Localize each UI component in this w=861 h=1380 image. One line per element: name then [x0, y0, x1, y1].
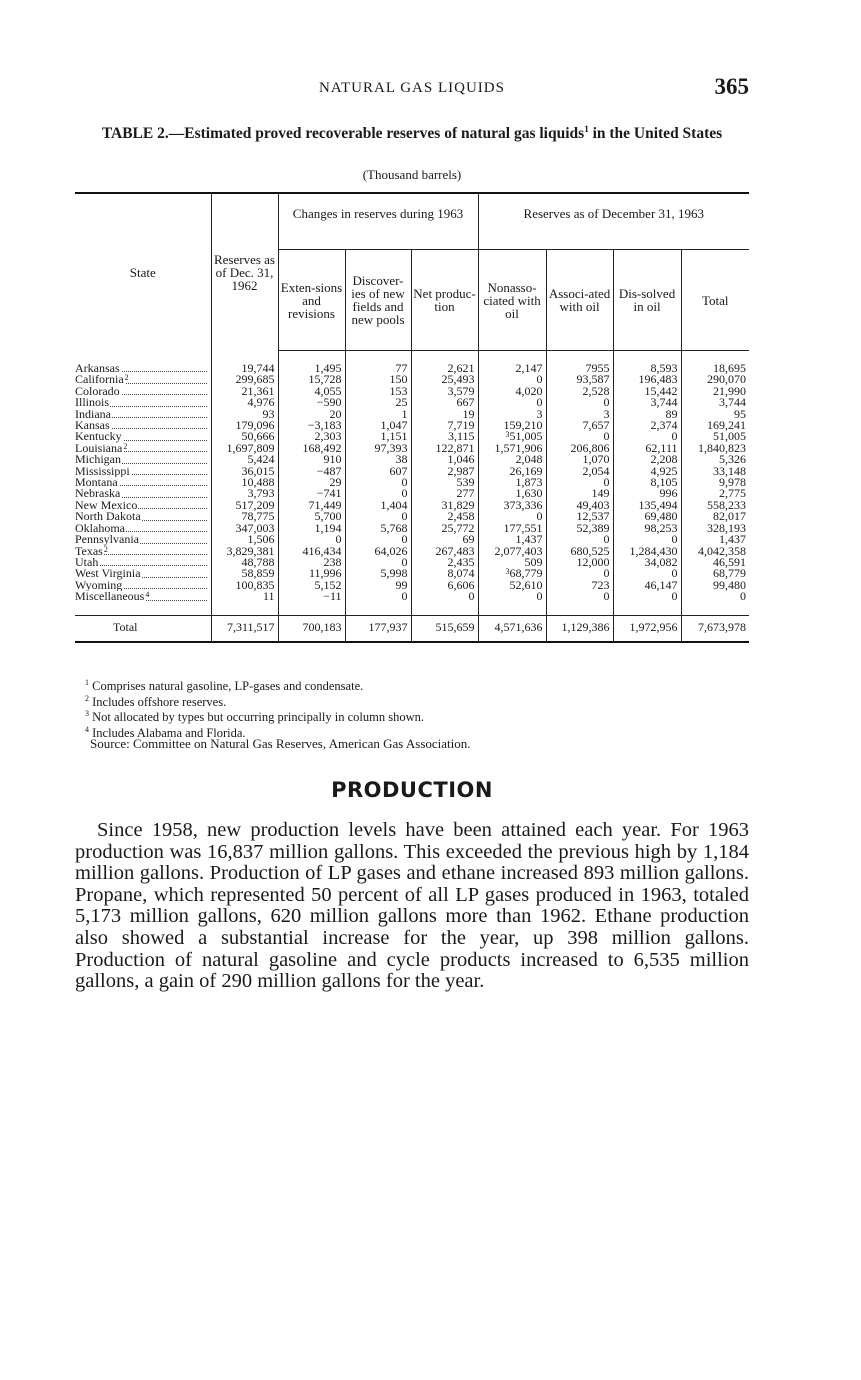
table-row [75, 420, 749, 431]
cell-net-production: 2,987 [411, 466, 478, 477]
page-number: 365 [714, 74, 749, 99]
state-footnote-mark: 2 [124, 374, 129, 383]
total-dissolved: 1,972,956 [613, 615, 681, 642]
spacer-row [75, 351, 749, 364]
cell-dissolved: 62,111 [613, 443, 681, 454]
cell-associated: 12,537 [546, 511, 613, 522]
footnotes [75, 677, 749, 740]
footnote-2 [75, 693, 749, 709]
cell-nonassociated: 509 [478, 557, 546, 568]
running-head [75, 74, 749, 104]
cell-extensions: −590 [278, 397, 345, 408]
cell-total: 99,480 [681, 580, 749, 591]
cell-associated: 0 [546, 431, 613, 442]
cell-nonassociated: 2,147 [478, 363, 546, 374]
cell-nonassociated: 0 [478, 397, 546, 408]
cell-value: 68,779 [509, 566, 543, 581]
state-name [75, 511, 211, 522]
state-label: Texas [75, 545, 103, 557]
header-net-production: Net produc-tion [411, 250, 478, 351]
cell-reserves-1962: 1,697,809 [211, 443, 278, 454]
state-name [75, 420, 211, 431]
cell-extensions: 4,055 [278, 386, 345, 397]
table-row [75, 591, 749, 602]
footnote-mark: 2 [85, 693, 89, 703]
header-state: State [75, 193, 211, 351]
cell-extensions: 71,449 [278, 500, 345, 511]
state-label: Michigan [75, 454, 121, 466]
cell-associated: 2,528 [546, 386, 613, 397]
source-note: Source: Committee on Natural Gas Reserves, American Gas Association. [90, 736, 471, 751]
table-row [75, 454, 749, 465]
cell-discoveries: 607 [345, 466, 411, 477]
cell-reserves-1962: 50,666 [211, 431, 278, 442]
state-footnote-mark: 4 [145, 591, 150, 600]
cell-total: 328,193 [681, 523, 749, 534]
cell-total: 5,326 [681, 454, 749, 465]
cell-discoveries: 38 [345, 454, 411, 465]
cell-extensions: 20 [278, 409, 345, 420]
cell-extensions: 2,303 [278, 431, 345, 442]
cell-total: 2,775 [681, 488, 749, 499]
cell-discoveries: 0 [345, 534, 411, 545]
footnote-mark: 1 [85, 678, 89, 687]
cell-dissolved: 98,253 [613, 523, 681, 534]
cell-nonassociated: 1,873 [478, 477, 546, 488]
cell-associated: 49,403 [546, 500, 613, 511]
cell-dissolved: 0 [613, 534, 681, 545]
cell-net-production: 2,621 [411, 363, 478, 374]
cell-dissolved: 4,925 [613, 466, 681, 477]
cell-discoveries: 77 [345, 363, 411, 374]
cell-reserves-1962: 36,015 [211, 466, 278, 477]
state-name [75, 466, 211, 477]
cell-discoveries: 1,047 [345, 420, 411, 431]
cell-total: 4,042,358 [681, 546, 749, 557]
cell-total: 46,591 [681, 557, 749, 568]
state-name [75, 534, 211, 545]
cell-reserves-1962: 11 [211, 591, 278, 602]
state-label: Nebraska [75, 488, 121, 500]
header-group-reserves-1963: Reserves as of December 31, 1963 [478, 193, 749, 250]
cell-discoveries: 0 [345, 557, 411, 568]
cell-total: 3,744 [681, 397, 749, 408]
cell-total: 0 [681, 591, 749, 602]
cell-net-production: 3,115 [411, 431, 478, 442]
total-nonassociated: 4,571,636 [478, 615, 546, 642]
cell-footnote-mark: 3 [505, 567, 510, 577]
state-label: Oklahoma [75, 522, 125, 535]
total-total: 7,673,978 [681, 615, 749, 642]
footnote-text: Not allocated by types but occurring principally in column shown. [89, 710, 424, 725]
header-discoveries: Discover-ies of new fields and new pools [345, 250, 411, 351]
cell-nonassociated: 26,169 [478, 466, 546, 477]
state-name [75, 409, 211, 420]
table-title-text: TABLE 2.—Estimated proved recoverable reserves of natural gas liquids [101, 125, 585, 143]
reserves-table [75, 192, 749, 643]
cell-net-production: 539 [411, 477, 478, 488]
state-name [75, 477, 211, 488]
cell-dissolved: 89 [613, 409, 681, 420]
cell-associated: 7955 [546, 363, 613, 374]
cell-associated: 1,070 [546, 454, 613, 465]
cell-nonassociated: 1,571,906 [478, 443, 546, 454]
body-paragraph: Since 1958, new production levels have been attained each year. For 1963 production was 16,837 million gallons. This exceeded the previous high by 1,184 million gallons. Production of LP gases and ethane increased 893 million gallons. Propane, which represented 50 percent of all LP gases produced in 1963, totaled 5,173 million gallons, 620 million gallons more than 1962. Ethane production also showed a substantial increase for the year, up 398 million gallons. Production of natural gasoline and cycle products increased to 6,535 million gallons, a gain of 290 million gallons for the year. [75, 819, 749, 993]
cell-reserves-1962: 1,506 [211, 534, 278, 545]
footnote-3 [75, 708, 749, 724]
state-name [75, 523, 211, 534]
cell-reserves-1962: 347,003 [211, 523, 278, 534]
cell-discoveries: 1,151 [345, 431, 411, 442]
cell-dissolved: 996 [613, 488, 681, 499]
state-label: Utah [75, 556, 99, 569]
cell-extensions: 29 [278, 477, 345, 488]
cell-nonassociated: 2,048 [478, 454, 546, 465]
header-nonassociated: Nonasso-ciated with oil [478, 250, 546, 351]
cell-net-production: 667 [411, 397, 478, 408]
header-associated: Associ-ated with oil [546, 250, 613, 351]
cell-dissolved: 8,105 [613, 477, 681, 488]
footnote-text: Comprises natural gasoline, LP-gases and condensate. [89, 679, 364, 694]
footnote-mark: 4 [85, 724, 89, 734]
cell-nonassociated: 2,077,403 [478, 546, 546, 557]
cell-nonassociated: 159,210 [478, 420, 546, 431]
table-row [75, 557, 749, 568]
cell-associated: 206,806 [546, 443, 613, 454]
cell-footnote-mark: 3 [505, 430, 510, 440]
cell-extensions: 5,700 [278, 511, 345, 522]
cell-discoveries: 1,404 [345, 500, 411, 511]
cell-net-production: 6,606 [411, 580, 478, 591]
total-net-production: 515,659 [411, 615, 478, 642]
cell-associated: 52,389 [546, 523, 613, 534]
cell-total: 169,241 [681, 420, 749, 431]
state-name [75, 431, 211, 442]
header-total: Total [681, 250, 749, 351]
total-row [75, 615, 749, 642]
state-footnote-mark: 2 [103, 545, 108, 554]
state-label: California [75, 374, 124, 386]
header-dissolved: Dis-solved in oil [613, 250, 681, 351]
cell-dissolved: 196,483 [613, 374, 681, 385]
state-label: Mississippi [75, 465, 130, 478]
state-name [75, 443, 211, 454]
header-group-changes: Changes in reserves during 1963 [278, 193, 478, 250]
cell-total: 21,990 [681, 386, 749, 397]
cell-dissolved: 15,442 [613, 386, 681, 397]
cell-associated: 723 [546, 580, 613, 591]
state-footnote-mark: 2 [123, 442, 128, 451]
cell-discoveries: 5,998 [345, 568, 411, 579]
state-name [75, 557, 211, 568]
cell-dissolved: 46,147 [613, 580, 681, 591]
cell-total: 18,695 [681, 363, 749, 374]
state-label: Pennsylvania [75, 534, 139, 546]
table-title-footnote-mark: 1 [584, 124, 589, 134]
cell-nonassociated: 0 [478, 591, 546, 602]
state-label: New Mexico [75, 499, 138, 512]
state-name [75, 386, 211, 397]
cell-dissolved: 2,374 [613, 420, 681, 431]
cell-associated: 0 [546, 568, 613, 579]
state-name [75, 568, 211, 579]
cell-associated: 12,000 [546, 557, 613, 568]
cell-reserves-1962: 3,793 [211, 488, 278, 499]
cell-total: 82,017 [681, 511, 749, 522]
total-associated: 1,129,386 [546, 615, 613, 642]
table-row [75, 477, 749, 488]
cell-dissolved: 8,593 [613, 363, 681, 374]
table-row [75, 443, 749, 454]
cell-reserves-1962: 48,788 [211, 557, 278, 568]
cell-nonassociated: 1,437 [478, 534, 546, 545]
cell-reserves-1962: 19,744 [211, 363, 278, 374]
cell-net-production: 31,829 [411, 500, 478, 511]
total-reserves-1962: 7,311,517 [211, 615, 278, 642]
cell-reserves-1962: 5,424 [211, 454, 278, 465]
cell-total: 33,148 [681, 466, 749, 477]
cell-discoveries: 5,768 [345, 523, 411, 534]
state-name [75, 454, 211, 465]
cell-net-production: 25,772 [411, 523, 478, 534]
cell-discoveries: 153 [345, 386, 411, 397]
cell-dissolved: 0 [613, 591, 681, 602]
cell-extensions: −741 [278, 488, 345, 499]
cell-extensions: 168,492 [278, 443, 345, 454]
cell-nonassociated: 3 [478, 409, 546, 420]
table-title [75, 120, 749, 143]
state-label: Montana [75, 477, 118, 489]
total-extensions: 700,183 [278, 615, 345, 642]
cell-extensions: 11,996 [278, 568, 345, 579]
state-label: Miscellaneous [75, 591, 145, 603]
footnote-1 [75, 677, 749, 693]
cell-discoveries: 0 [345, 591, 411, 602]
cell-total: 1,437 [681, 534, 749, 545]
cell-associated: 7,657 [546, 420, 613, 431]
cell-net-production: 277 [411, 488, 478, 499]
cell-reserves-1962: 93 [211, 409, 278, 420]
cell-dissolved: 135,494 [613, 500, 681, 511]
state-label: Wyoming [75, 579, 123, 592]
cell-associated: 0 [546, 534, 613, 545]
state-name [75, 488, 211, 499]
cell-nonassociated: 4,020 [478, 386, 546, 397]
cell-net-production: 25,493 [411, 374, 478, 385]
total-discoveries: 177,937 [345, 615, 411, 642]
state-name [75, 500, 211, 511]
cell-nonassociated: 52,610 [478, 580, 546, 591]
cell-extensions: 910 [278, 454, 345, 465]
state-label: Kentucky [75, 431, 122, 443]
cell-associated: 680,525 [546, 546, 613, 557]
cell-associated: 2,054 [546, 466, 613, 477]
cell-net-production: 2,435 [411, 557, 478, 568]
state-label: North Dakota [75, 511, 141, 523]
cell-associated: 149 [546, 488, 613, 499]
cell-discoveries: 150 [345, 374, 411, 385]
spacer-row [75, 603, 749, 616]
total-label: Total [75, 615, 211, 642]
state-name [75, 546, 211, 557]
cell-total: 51,005 [681, 431, 749, 442]
state-label: Arkansas [75, 363, 120, 375]
cell-discoveries: 99 [345, 580, 411, 591]
table-row [75, 386, 749, 397]
cell-value: 51,005 [509, 429, 543, 444]
cell-reserves-1962: 179,096 [211, 420, 278, 431]
table-row [75, 466, 749, 477]
cell-nonassociated: 0 [478, 511, 546, 522]
cell-associated: 93,587 [546, 374, 613, 385]
header-extensions: Exten-sions and revisions [278, 250, 345, 351]
state-label: Louisiana [75, 442, 123, 455]
running-title: NATURAL GAS LIQUIDS [319, 80, 505, 96]
cell-net-production: 19 [411, 409, 478, 420]
table-row [75, 523, 749, 534]
table-units: (Thousand barrels) [362, 167, 462, 182]
cell-discoveries: 64,026 [345, 546, 411, 557]
cell-dissolved: 34,082 [613, 557, 681, 568]
table-body [75, 351, 749, 616]
table-title-end: in the United States [588, 125, 723, 143]
cell-reserves-1962: 517,209 [211, 500, 278, 511]
cell-net-production: 69 [411, 534, 478, 545]
cell-net-production: 122,871 [411, 443, 478, 454]
cell-reserves-1962: 3,829,381 [211, 546, 278, 557]
cell-net-production: 3,579 [411, 386, 478, 397]
cell-associated: 0 [546, 591, 613, 602]
cell-net-production: 1,046 [411, 454, 478, 465]
cell-net-production: 7,719 [411, 420, 478, 431]
table-row [75, 409, 749, 420]
cell-nonassociated: 1,630 [478, 488, 546, 499]
cell-reserves-1962: 299,685 [211, 374, 278, 385]
cell-reserves-1962: 10,488 [211, 477, 278, 488]
cell-nonassociated: 0 [478, 374, 546, 385]
cell-total: 68,779 [681, 568, 749, 579]
cell-extensions: 416,434 [278, 546, 345, 557]
header-reserves-1962: Reserves as of Dec. 31, 1962 [211, 193, 278, 351]
cell-dissolved: 1,284,430 [613, 546, 681, 557]
cell-discoveries: 0 [345, 511, 411, 522]
cell-nonassociated: 373,336 [478, 500, 546, 511]
cell-extensions: −11 [278, 591, 345, 602]
cell-extensions: −487 [278, 466, 345, 477]
cell-extensions: 238 [278, 557, 345, 568]
cell-nonassociated: 177,551 [478, 523, 546, 534]
state-name [75, 374, 211, 385]
cell-discoveries: 0 [345, 477, 411, 488]
cell-dissolved: 0 [613, 431, 681, 442]
cell-dissolved: 69,480 [613, 511, 681, 522]
cell-dissolved: 2,208 [613, 454, 681, 465]
cell-net-production: 267,483 [411, 546, 478, 557]
cell-total: 558,233 [681, 500, 749, 511]
cell-extensions: 1,495 [278, 363, 345, 374]
footnote-text: Includes offshore reserves. [89, 694, 227, 709]
cell-total: 95 [681, 409, 749, 420]
cell-discoveries: 97,393 [345, 443, 411, 454]
state-label: Illinois [75, 397, 110, 409]
state-label: Indiana [75, 408, 111, 421]
state-label: Colorado [75, 385, 120, 398]
cell-associated: 0 [546, 477, 613, 488]
state-name [75, 591, 211, 602]
cell-discoveries: 25 [345, 397, 411, 408]
cell-extensions: 5,152 [278, 580, 345, 591]
cell-net-production: 8,074 [411, 568, 478, 579]
footnote-text: Includes Alabama and Florida. [89, 726, 246, 741]
state-name [75, 580, 211, 591]
state-label: Kansas [75, 420, 110, 432]
cell-total: 9,978 [681, 477, 749, 488]
cell-reserves-1962: 78,775 [211, 511, 278, 522]
cell-discoveries: 1 [345, 409, 411, 420]
cell-reserves-1962: 58,859 [211, 568, 278, 579]
cell-reserves-1962: 100,835 [211, 580, 278, 591]
section-title: PRODUCTION [331, 778, 493, 802]
cell-net-production: 0 [411, 591, 478, 602]
cell-extensions: 1,194 [278, 523, 345, 534]
cell-associated: 0 [546, 397, 613, 408]
cell-total: 1,840,823 [681, 443, 749, 454]
cell-dissolved: 3,744 [613, 397, 681, 408]
cell-total: 290,070 [681, 374, 749, 385]
state-name [75, 363, 211, 374]
state-label: West Virginia [75, 568, 141, 580]
cell-extensions: 0 [278, 534, 345, 545]
footnote-mark: 3 [85, 709, 89, 719]
table-row [75, 397, 749, 408]
cell-extensions: 15,728 [278, 374, 345, 385]
cell-net-production: 2,458 [411, 511, 478, 522]
cell-extensions: −3,183 [278, 420, 345, 431]
cell-dissolved: 0 [613, 568, 681, 579]
table-row [75, 580, 749, 591]
cell-discoveries: 0 [345, 488, 411, 499]
cell-reserves-1962: 21,361 [211, 386, 278, 397]
cell-associated: 3 [546, 409, 613, 420]
state-name [75, 397, 211, 408]
cell-reserves-1962: 4,976 [211, 397, 278, 408]
